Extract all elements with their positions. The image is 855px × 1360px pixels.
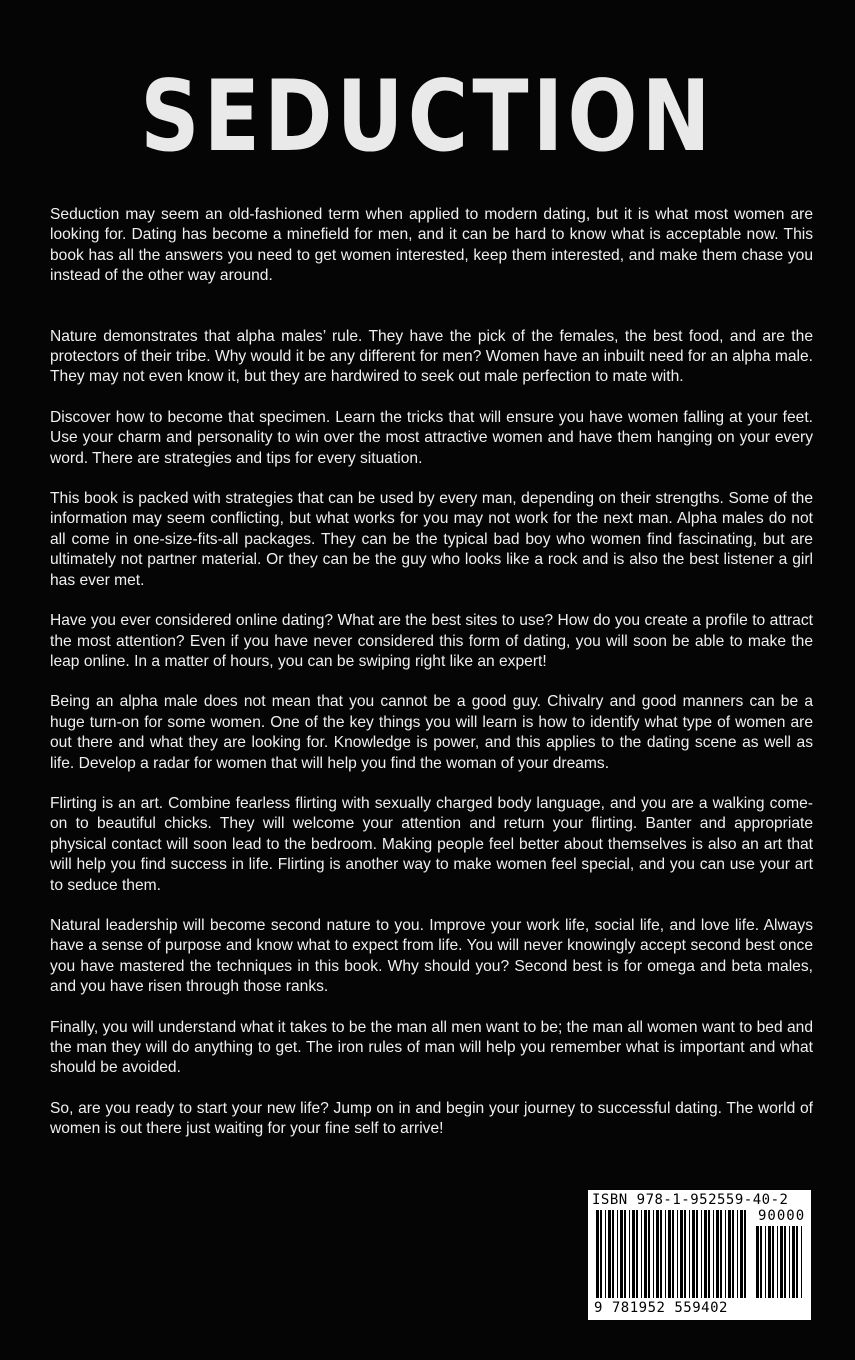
barcode-bar	[765, 1226, 766, 1298]
barcode-bar	[728, 1210, 731, 1298]
barcode-bar	[772, 1226, 774, 1298]
barcode-bar	[760, 1226, 762, 1298]
barcode-bar	[780, 1226, 783, 1298]
barcode-bar	[701, 1210, 702, 1298]
barcode-bar	[784, 1226, 786, 1298]
barcode-bar	[656, 1210, 659, 1298]
barcode-bar	[596, 1210, 599, 1298]
barcode-digits: 9 781952 559402	[594, 1300, 728, 1316]
blurb-paragraph: Flirting is an art. Combine fearless flirting with sexually charged body language, and you are a walking come-on to beautiful chicks. They will welcome your attention and return your flirting. Banter and appropriate physical contact will soon lead to the bedroom. Making people feel better about themselves is also an art that will help you find success in life. Flirting is another way to make women feel special, and you can use your art to seduce them.	[50, 794, 813, 894]
barcode-bar	[689, 1210, 690, 1298]
blurb-paragraph: Discover how to become that specimen. Learn the tricks that will ensure you have women falling at your feet. Use your charm and personality to win over the most attractive women and have them hanging on your every word. There are strategies and tips for every situation.	[50, 408, 813, 467]
blurb-paragraph: This book is packed with strategies that can be used by every man, depending on their strengths. Some of the information may seem conflicting, but what works for you may not work for the next man. Alpha males do not all come in one-size-fits-all packages. They can be the typical bad boy who women find fascinating, but are ultimately not partner material. Or they can be the guy who looks like a rock and is also the best listener a girl has ever met.	[50, 490, 813, 589]
blurb-paragraph: Have you ever considered online dating? What are the best sites to use? How do you create a profile to attract the most attention? Even if you have never considered this form of dating, you will soon be able to make the leap online. In a matter of hours, you can be swiping right like an expert!	[50, 612, 813, 670]
price-code: 90000	[758, 1208, 806, 1224]
barcode-bar	[653, 1210, 654, 1298]
barcode-bar	[629, 1210, 630, 1298]
blurb-paragraph: Being an alpha male does not mean that you cannot be a good guy. Chivalry and good manners can be a huge turn-on for some women. One of the key things you will learn is how to identify what type of women are out there and what they are looking for. Knowledge is power, and this applies to the dating scene as well as life. Develop a radar for women that will help you find the woman of your dreams.	[50, 693, 813, 772]
barcode-bar	[644, 1210, 647, 1298]
barcode-bar	[641, 1210, 642, 1298]
barcode-bar	[801, 1226, 802, 1298]
barcode-bar	[720, 1210, 722, 1298]
barcode-bar	[636, 1210, 638, 1298]
barcode-bar	[680, 1210, 683, 1298]
barcode-bar	[600, 1210, 602, 1298]
barcode-bar	[608, 1210, 611, 1298]
barcode-bar	[605, 1210, 606, 1298]
barcode-bar	[713, 1210, 714, 1298]
barcode-bar	[696, 1210, 698, 1298]
barcode-bar	[692, 1210, 695, 1298]
blurb-paragraph: So, are you ready to start your new life? Jump on in and begin your journey to successful dating. The world of women is out there just waiting for your fine self to arrive!	[50, 1099, 813, 1138]
blurb-paragraph: Seduction may seem an old-fashioned term when applied to modern dating, but it is what most women are looking for. Dating has become a minefield for men, and it can be hard to know what is acceptable now. This book has all the answers you need to get women interested, keep them interested, and make them chase you instead of the other way around.	[50, 206, 813, 285]
barcode-bar	[725, 1210, 726, 1298]
barcode-bar	[665, 1210, 666, 1298]
barcode-bar	[704, 1210, 707, 1298]
barcode-bar	[792, 1226, 795, 1298]
barcode-bar	[612, 1210, 614, 1298]
barcode-bar	[624, 1210, 626, 1298]
barcode-bar	[708, 1210, 710, 1298]
page-title: SEDUCTION	[140, 60, 715, 174]
blurb-paragraph: Finally, you will understand what it takes to be the man all men want to be; the man all women want to bed and the man they will do anything to get. The iron rules of man will help you remember what is important and what should be avoided.	[50, 1018, 813, 1077]
barcode-bar	[777, 1226, 778, 1298]
blurb-paragraph: Natural leadership will become second nature to you. Improve your work life, social life, and love life. Always have a sense of purpose and know what to expect from life. You will never knowingly accept second best once you have mastered the techniques in this book. Why should you? Second best is for omega and beta males, and you have risen through those ranks.	[50, 916, 813, 996]
barcode-bar	[668, 1210, 671, 1298]
blurb-paragraph: Nature demonstrates that alpha males’ rule. They have the pick of the females, the best food, and are the protectors of their tribe. Why would it be any different for men? Women have an inbuilt need for an alpha male. They may not even know it, but they are hardwired to seek out male perfection to mate with.	[50, 327, 813, 386]
barcode-bar	[756, 1226, 759, 1298]
blurb	[50, 205, 813, 1160]
barcode-bar	[684, 1210, 686, 1298]
barcode-bar	[732, 1210, 734, 1298]
barcode-bar	[789, 1226, 790, 1298]
isbn-barcode	[588, 1190, 811, 1320]
barcode-bar	[716, 1210, 719, 1298]
barcode-bar	[672, 1210, 674, 1298]
isbn-label: ISBN 978-1-952559-40-2	[592, 1192, 789, 1208]
barcode-bar	[617, 1210, 618, 1298]
barcode-bar	[740, 1210, 743, 1298]
barcode-bar	[677, 1210, 678, 1298]
barcode-bar	[620, 1210, 623, 1298]
barcode-bar	[737, 1210, 738, 1298]
barcode-bar	[744, 1210, 746, 1298]
barcode-bar	[632, 1210, 635, 1298]
barcode-bar	[768, 1226, 771, 1298]
barcode-bar	[648, 1210, 650, 1298]
barcode-bar	[660, 1210, 662, 1298]
barcode-bar	[796, 1226, 798, 1298]
